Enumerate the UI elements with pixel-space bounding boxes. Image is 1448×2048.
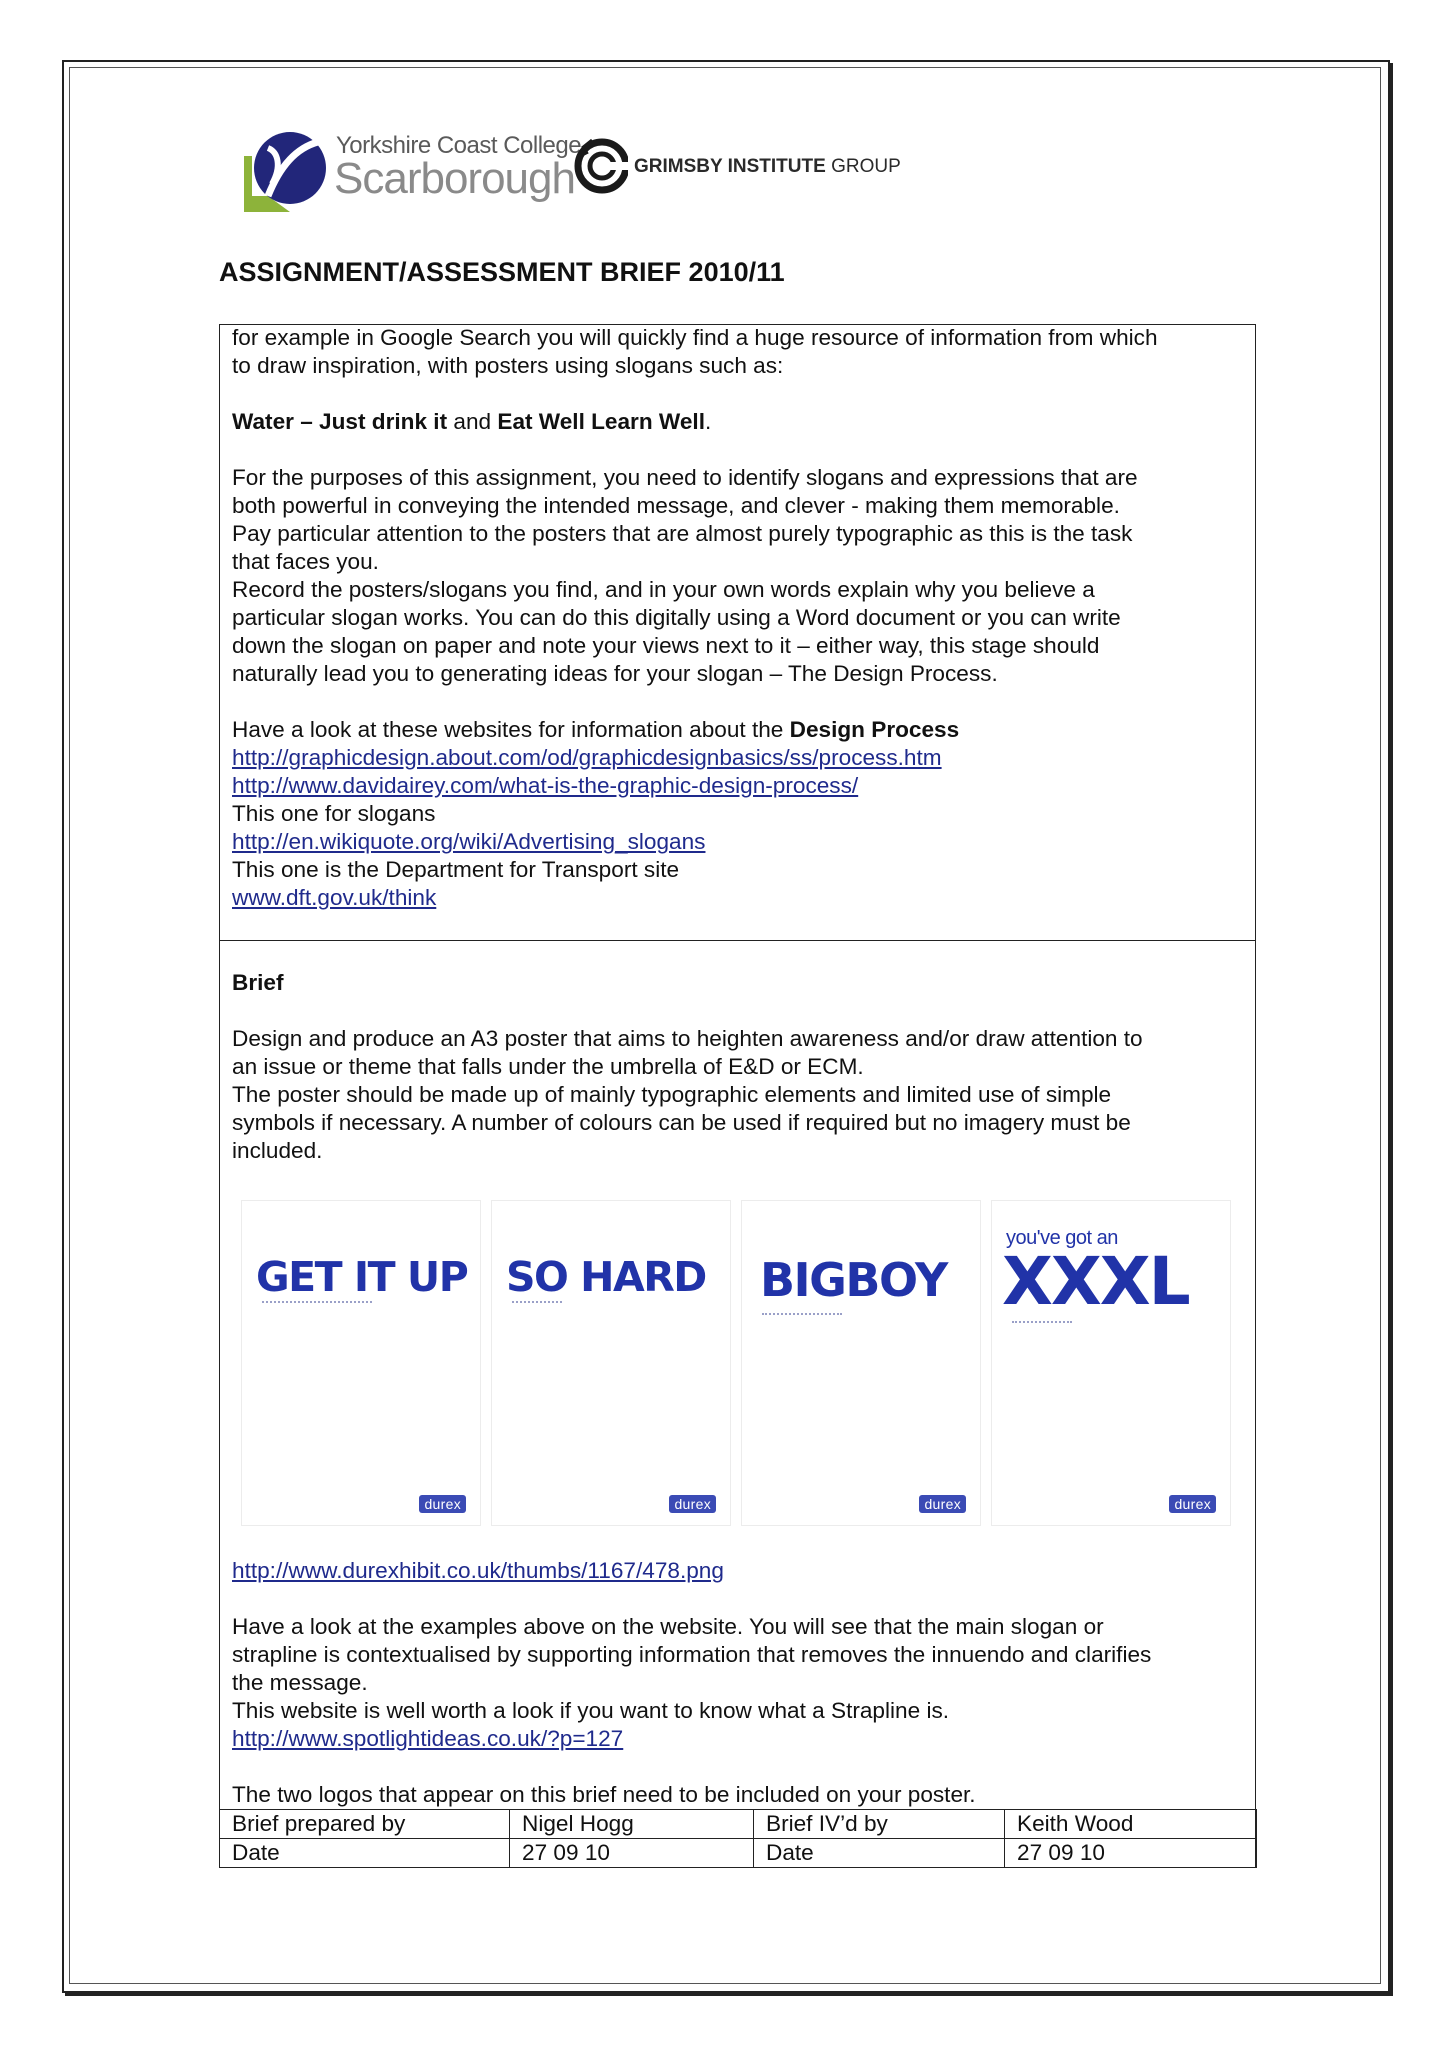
link-wikiquote[interactable]: http://en.wikiquote.org/wiki/Advertising_slogans bbox=[232, 829, 706, 854]
examples-line: the message. bbox=[232, 1670, 368, 1695]
table-row bbox=[220, 1839, 1257, 1868]
dft-label: This one is the Department for Transport site bbox=[232, 857, 680, 882]
examples-line: strapline is contextualised by supporting information that removes the innuendo and clarifies bbox=[232, 1642, 1152, 1667]
examples-line: This website is well worth a look if you want to know what a Strapline is. bbox=[232, 1698, 950, 1723]
para-line: that faces you. bbox=[232, 549, 379, 574]
para-line: Record the posters/slogans you find, and in your own words explain why you believe a bbox=[232, 577, 1095, 602]
table-cell: Brief prepared by bbox=[220, 1810, 510, 1839]
poster-headline: XXXL bbox=[1002, 1243, 1189, 1320]
poster-pre-headline: you've got an bbox=[1006, 1227, 1118, 1249]
intro-line-2: to draw inspiration, with posters using slogans such as: bbox=[232, 353, 784, 378]
table-cell: 27 09 10 bbox=[1005, 1839, 1257, 1868]
table-cell: Date bbox=[754, 1839, 1005, 1868]
poster-headline: SO HARD bbox=[506, 1253, 706, 1301]
para-line: both powerful in conveying the intended message, and clever - making them memorable. bbox=[232, 493, 1120, 518]
table-cell: Brief IV’d by bbox=[754, 1810, 1005, 1839]
poster-supporting-text bbox=[512, 1301, 562, 1303]
para-line: naturally lead you to generating ideas for your slogan – The Design Process. bbox=[232, 661, 998, 686]
slogans-label: This one for slogans bbox=[232, 801, 436, 826]
table-cell: Keith Wood bbox=[1005, 1810, 1257, 1839]
ycc-emblem-icon bbox=[238, 126, 330, 214]
brief-line: included. bbox=[232, 1138, 323, 1163]
brief-line: symbols if necessary. A number of colours can be used if required but no imagery must be bbox=[232, 1110, 1131, 1135]
poster-headline: BIGBOY bbox=[760, 1253, 947, 1307]
college-location: Scarborough bbox=[334, 154, 575, 203]
group-name: GRIMSBY INSTITUTE GROUP bbox=[634, 156, 901, 177]
link-davidairey[interactable]: http://www.davidairey.com/what-is-the-graphic-design-process/ bbox=[232, 773, 859, 798]
poster-brand-logo: durex bbox=[1169, 1495, 1216, 1513]
brief-signoff-table bbox=[219, 1809, 1257, 1868]
para-line: For the purposes of this assignment, you need to identify slogans and expressions that are bbox=[232, 465, 1138, 490]
logos-note: The two logos that appear on this brief need to be included on your poster. bbox=[232, 1782, 976, 1807]
poster-headline: GET IT UP bbox=[256, 1253, 468, 1301]
grimsby-emblem-icon bbox=[574, 134, 628, 198]
para-line: particular slogan works. You can do this digitally using a Word document or you can write bbox=[232, 605, 1121, 630]
poster-example bbox=[491, 1200, 731, 1526]
brief-line: The poster should be made up of mainly typographic elements and limited use of simple bbox=[232, 1082, 1112, 1107]
para-line: down the slogan on paper and note your views next to it – either way, this stage should bbox=[232, 633, 1100, 658]
para-line: Pay particular attention to the posters that are almost purely typographic as this is the task bbox=[232, 521, 1133, 546]
link-durexhibit[interactable]: http://www.durexhibit.co.uk/thumbs/1167/478.png bbox=[232, 1558, 724, 1583]
section-divider bbox=[219, 940, 1255, 941]
link-spotlightideas[interactable]: http://www.spotlightideas.co.uk/?p=127 bbox=[232, 1726, 624, 1751]
brief-line: Design and produce an A3 poster that aims to heighten awareness and/or draw attention to bbox=[232, 1026, 1143, 1051]
poster-brand-logo: durex bbox=[919, 1495, 966, 1513]
table-cell: Date bbox=[220, 1839, 510, 1868]
intro-line-1: for example in Google Search you will quickly find a huge resource of information from which bbox=[232, 325, 1158, 350]
brief-line: an issue or theme that falls under the umbrella of E&D or ECM. bbox=[232, 1054, 864, 1079]
table-row bbox=[220, 1810, 1257, 1839]
grimsby-institute-logo bbox=[574, 134, 924, 198]
poster-example bbox=[741, 1200, 981, 1526]
brief-heading: Brief bbox=[232, 970, 284, 995]
yorkshire-coast-college-logo bbox=[238, 126, 582, 216]
poster-supporting-text bbox=[1012, 1321, 1072, 1323]
examples-line: Have a look at the examples above on the website. You will see that the main slogan or bbox=[232, 1614, 1104, 1639]
poster-brand-logo: durex bbox=[419, 1495, 466, 1513]
page-title: ASSIGNMENT/ASSESSMENT BRIEF 2010/11 bbox=[219, 257, 785, 287]
example-slogans: Water – Just drink it and Eat Well Learn Well. bbox=[232, 409, 712, 434]
poster-example bbox=[991, 1200, 1231, 1526]
table-cell: Nigel Hogg bbox=[510, 1810, 754, 1839]
poster-example bbox=[241, 1200, 481, 1526]
websites-intro: Have a look at these websites for information about the Design Process bbox=[232, 717, 960, 742]
college-name: Yorkshire Coast College bbox=[336, 132, 582, 159]
poster-supporting-text bbox=[262, 1301, 372, 1303]
link-design-process-about[interactable]: http://graphicdesign.about.com/od/graphicdesignbasics/ss/process.htm bbox=[232, 745, 942, 770]
link-dft[interactable]: www.dft.gov.uk/think bbox=[232, 885, 437, 910]
poster-brand-logo: durex bbox=[669, 1495, 716, 1513]
poster-supporting-text bbox=[762, 1313, 842, 1315]
table-cell: 27 09 10 bbox=[510, 1839, 754, 1868]
